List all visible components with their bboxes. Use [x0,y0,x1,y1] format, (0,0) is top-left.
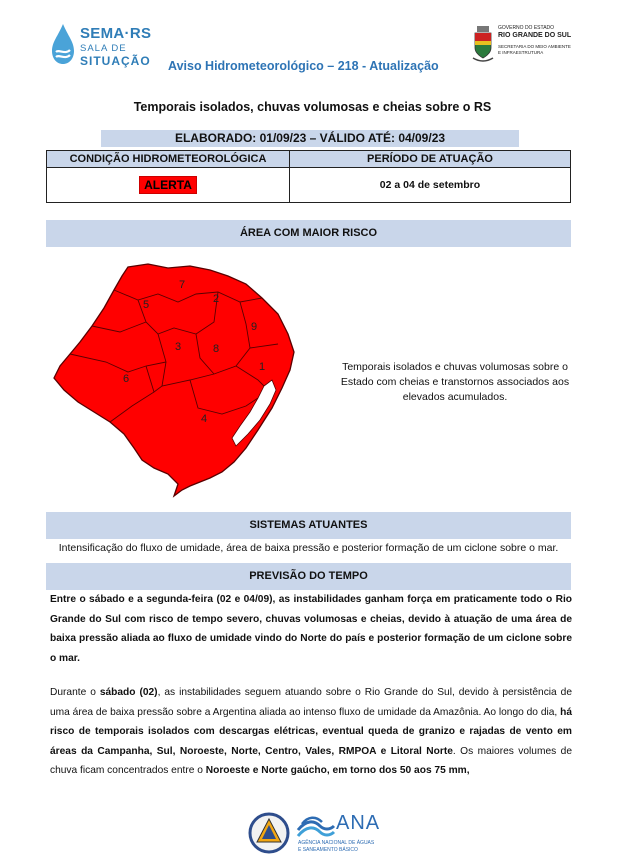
p2-storm-risk: há risco de temporais isolados com descargas elétricas, eventual queda de granizo e rajadas de vento em áreas da Campanha, Sul, Noroeste, Norte, Centro, Vales, RMPOA e Litoral Norte [50,706,572,757]
sema-name: SEMA·RS [80,25,152,42]
region-label-5: 5 [142,299,150,311]
risk-description: Temporais isolados e chuvas volumosas sobre o Estado com cheias e transtornos associados aos elevados acumulados. [340,361,570,403]
ana-name: ANA [336,812,381,834]
region-label-3: 3 [174,341,182,353]
region-label-9: 9 [250,321,258,333]
ana-waves-icon [296,814,336,838]
region-label-8: 8 [212,343,220,355]
sema-sub2: SITUAÇÃO [80,54,151,68]
period-cell [290,168,571,203]
civil-defense-icon [248,812,290,854]
water-drop-icon [50,22,76,66]
gov-line1: GOVERNO DO ESTADO [498,25,555,31]
p2-text-c: , as instabilidades seguem atuando sobre o Rio Grande do Sul, devido à persistência de uma área de baixa pressão sobre a Argentina aliada ao intenso fluxo de umidade da Amazônia. Ao longo do dia, [50,687,572,718]
sema-logo [50,22,160,68]
sema-sub1: SALA DE [80,43,127,54]
condition-table [46,150,571,203]
systems-text: Intensificação do fluxo de umidade, área de baixa pressão e posterior formação de um ciclone sobre o mar. [58,542,559,554]
rs-state-map [50,262,300,502]
p2-text-a: Durante o [50,687,100,698]
region-label-7: 7 [178,279,186,291]
condition-header: CONDIÇÃO HIDROMETEOROLÓGICA [47,151,290,168]
condition-cell [47,168,290,203]
risk-map [50,262,300,502]
systems-heading: SISTEMAS ATUANTES [46,512,571,539]
region-label-4: 4 [200,413,208,425]
ana-line2: E SANEAMENTO BÁSICO [298,847,358,853]
risk-area-heading: ÁREA COM MAIOR RISCO [46,220,571,247]
period-header: PERÍODO DE ATUAÇÃO [290,151,571,168]
period-value: 02 a 04 de setembro [379,179,481,191]
region-label-6: 6 [122,373,130,385]
forecast-paragraph-1: Entre o sábado e a segunda-feira (02 e 04/09), as instabilidades ganham força em praticamente todo o Rio Grande do Sul com risco de tempo severo, chuvas volumosas e cheias, devido à atuação de uma área de baixa pressão aliada ao fluxo de umidade vindo do Norte do país e posterior formação de um ciclone sobre o mar. [50,594,572,664]
p2-rain-volume: Noroeste e Norte gaúcho, em torno dos 50 aos 75 mm, [205,765,470,776]
footer-logos [248,810,388,856]
p2-text-e: . Os maiores volumes de chuva ficam concentrados entre o [50,745,572,776]
coat-of-arms-icon [472,24,494,64]
alert-badge: ALERTA [139,176,197,194]
government-logo [472,22,582,68]
gov-line4: E INFRAESTRUTURA [498,50,544,55]
document-title: Aviso Hidrometeorológico – 218 - Atualização [168,59,439,73]
notice-subtitle: Temporais isolados, chuvas volumosas e cheias sobre o RS [133,100,492,114]
gov-line3: SECRETARIA DO MEIO AMBIENTE [498,44,571,49]
validity-bar: ELABORADO: 01/09/23 – VÁLIDO ATÉ: 04/09/23 [101,130,519,147]
ana-line1: AGÊNCIA NACIONAL DE ÁGUAS [298,840,375,846]
p2-date-saturday: sábado (02) [99,687,158,698]
region-label-2: 2 [212,293,220,305]
region-label-1: 1 [258,361,266,373]
forecast-heading: PREVISÃO DO TEMPO [46,563,571,590]
gov-line2: RIO GRANDE DO SUL [498,32,572,39]
forecast-paragraph-2 [50,683,572,781]
